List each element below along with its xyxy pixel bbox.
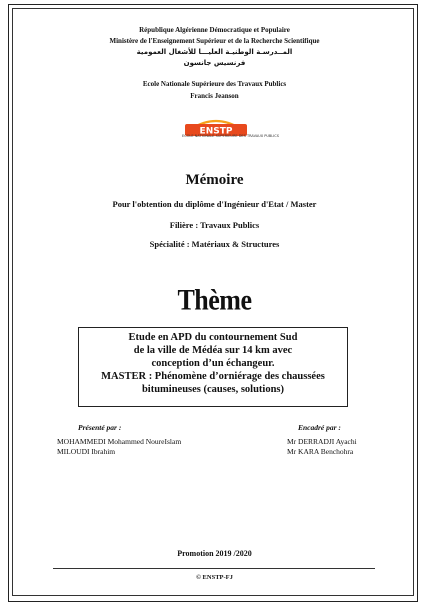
school-name-french: Ecole Nationale Supérieure des Travaux Publics — [142, 80, 287, 88]
founder-name-french: Francis Jeanson — [190, 92, 239, 100]
supervisor-name: Mr KARA Benchohra — [287, 447, 354, 456]
footer-divider — [53, 568, 375, 569]
filiere-line: Filière : Travaux Publics — [169, 220, 260, 230]
founder-name-arabic: فرنسيس جانسون — [183, 59, 246, 67]
supervised-by-label: Encadré par : — [298, 423, 341, 432]
theme-line: de la ville de Médéa sur 14 km avec — [133, 345, 293, 356]
theme-line: Etude en APD du contournement Sud — [128, 332, 298, 343]
theme-heading: Thème — [177, 283, 252, 317]
document-type-title: Mémoire — [185, 172, 244, 188]
copyright-notice: © ENSTP-FJ — [196, 574, 233, 581]
theme-box — [78, 327, 348, 407]
diploma-purpose: Pour l'obtention du diplôme d'Ingénieur d'Etat / Master — [112, 199, 317, 209]
republic-header: République Algérienne Démocratique et Populaire — [139, 26, 290, 34]
theme-line: bitumineuses (causes, solutions) — [141, 384, 285, 395]
logo-text: ENSTP — [199, 126, 233, 137]
student-name: MILOUDI Ibrahim — [57, 447, 116, 456]
presented-by-label: Présenté par : — [78, 423, 122, 432]
supervisor-name: Mr DERRADJI Ayachi — [287, 437, 357, 446]
student-name: MOHAMMEDI Mohammed NoureIslam — [57, 437, 182, 446]
ministry-header: Ministère de l'Enseignement Supérieur et de la Recherche Scientifique — [109, 37, 320, 45]
specialite-line: Spécialité : Matériaux & Structures — [149, 239, 280, 249]
theme-line: conception d’un échangeur. — [151, 358, 275, 369]
school-name-arabic: المــدرسـة الوطنيـة العليـــا للأشغال العمومية — [136, 48, 293, 56]
promotion-year: Promotion 2019 /2020 — [177, 549, 252, 558]
theme-line: MASTER : Phénomène d’orniérage des chaussées — [101, 371, 325, 382]
logo-caption: ECOLE NATIONALE SUPERIEURE DES TRAVAUX PUBLICS — [182, 134, 279, 138]
